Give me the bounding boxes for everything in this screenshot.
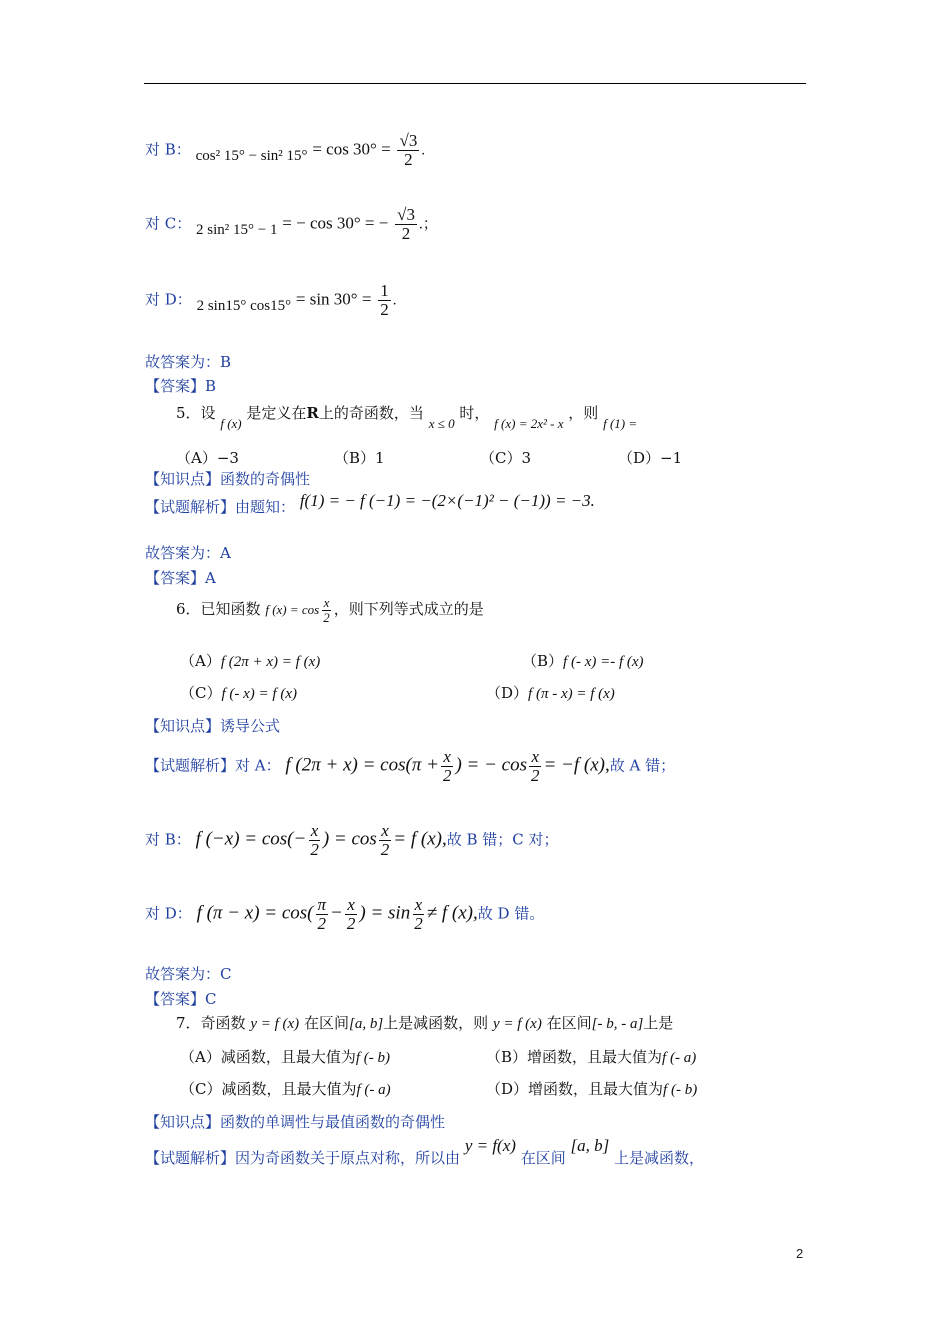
- option-formula: f (- b): [663, 1082, 698, 1098]
- stem-text: ，则下列等式成立的是: [333, 600, 484, 619]
- stem-text: 时，: [459, 404, 490, 422]
- fraction: [308, 822, 321, 859]
- stem-text: 上的奇函数，当: [318, 404, 424, 422]
- question-number: 5．设: [176, 404, 216, 422]
- header-rule: [144, 83, 806, 84]
- denominator: 2: [310, 839, 319, 859]
- page-number: 2: [796, 1246, 804, 1261]
- case-label: 对 C：: [145, 214, 192, 233]
- formula: = −f (x),: [543, 754, 610, 776]
- case-verdict: 故 D 错。: [477, 904, 545, 923]
- formula: 2 sin15° cos15°: [196, 298, 292, 315]
- case-label: 对 D：: [145, 904, 192, 923]
- period: .: [421, 142, 426, 159]
- q5-conclusion: 故答案为：A: [145, 544, 231, 562]
- fraction: [379, 822, 392, 859]
- stem-text: 上是: [643, 1014, 674, 1032]
- formula: = sin 30° =: [295, 289, 372, 309]
- option-formula: f (- a): [356, 1082, 391, 1098]
- denominator: 2: [530, 765, 540, 785]
- formula: ) = sin: [359, 902, 411, 924]
- denominator: 2: [380, 299, 389, 319]
- q4-conclusion: 故答案为：B: [145, 353, 232, 371]
- q6-option-d: [486, 682, 615, 703]
- interval: [a, b]: [348, 1016, 384, 1032]
- q7-stem: [176, 1012, 673, 1033]
- numerator: x: [414, 895, 423, 914]
- q5-answer: 【答案】A: [145, 569, 216, 587]
- option-formula: f (- b): [355, 1050, 390, 1066]
- formula: cos² 15° − sin² 15°: [195, 148, 308, 165]
- q6-answer: 【答案】C: [145, 990, 217, 1008]
- q5-option-c: （C）3: [480, 449, 532, 467]
- function-symbol: f (x): [220, 416, 242, 431]
- numerator: x: [323, 595, 330, 610]
- denominator: 2: [404, 149, 413, 169]
- formula: f (−x) = cos(−: [195, 828, 307, 850]
- numerator: x: [347, 895, 355, 914]
- definition-formula: f (x) = 2x² - x: [494, 416, 564, 431]
- option-formula: f (2π + x) = f (x): [220, 654, 321, 670]
- q5-analysis: [145, 491, 595, 517]
- stem-text: 上是减函数，则: [383, 1014, 489, 1032]
- stem-text: 在区间: [546, 1014, 592, 1032]
- knowledge-text: 函数的单调性与最值函数的奇偶性: [220, 1113, 446, 1131]
- q7-knowledge: [145, 1111, 445, 1132]
- q4-case-c: [145, 206, 438, 243]
- knowledge-tag: 【知识点】: [145, 1113, 221, 1131]
- fraction: [529, 748, 542, 785]
- numerator: x: [310, 821, 319, 840]
- fraction: [397, 132, 419, 169]
- numerator: √3: [397, 205, 415, 224]
- numerator: √3: [399, 131, 418, 150]
- q7-option-a: [180, 1046, 390, 1067]
- fraction: [412, 896, 425, 933]
- q7-analysis: [145, 1136, 705, 1168]
- formula: f (2π + x) = cos(π +: [285, 754, 439, 776]
- period: .: [392, 292, 397, 309]
- analysis-tag: 【试题解析】: [145, 756, 236, 775]
- case-label: 对 B：: [145, 140, 191, 159]
- q6-conclusion: 故答案为：C: [145, 965, 232, 983]
- option-label: （C）: [180, 684, 222, 702]
- q6-analysis-b: [145, 822, 559, 859]
- case-verdict: 故 A 错；: [609, 756, 676, 775]
- numerator: x: [443, 747, 451, 766]
- denominator: 2: [442, 765, 452, 785]
- numerator: x: [381, 821, 389, 840]
- case-label: 对 D：: [145, 290, 192, 309]
- interval: [- b, - a]: [591, 1016, 644, 1032]
- analysis-tag: 【试题解析】: [145, 498, 236, 516]
- q5-option-d: （D）−1: [618, 449, 683, 467]
- denominator: 2: [323, 609, 330, 625]
- knowledge-text: 诱导公式: [220, 717, 281, 735]
- knowledge-text: 函数的奇偶性: [220, 470, 311, 488]
- q7-option-c: [180, 1078, 391, 1099]
- q4-case-d: [145, 282, 396, 319]
- option-text: （C）减函数，且最大值为: [180, 1080, 357, 1098]
- analysis-text: 在区间: [520, 1149, 566, 1167]
- denominator: 2: [317, 913, 327, 933]
- option-text: （A）减函数，且最大值为: [180, 1048, 356, 1066]
- q5-knowledge: [145, 468, 310, 489]
- formula: ) = cos: [322, 828, 377, 850]
- q6-analysis-a: [145, 748, 675, 785]
- question-number: 6．已知函数: [176, 600, 261, 619]
- denominator: 2: [414, 913, 423, 933]
- q7-option-d: [486, 1078, 697, 1099]
- option-label: （A）: [180, 652, 221, 670]
- analysis-tag: 【试题解析】: [145, 1149, 236, 1167]
- q4-answer: 【答案】B: [145, 377, 217, 395]
- fraction: [316, 896, 329, 933]
- numerator: π: [317, 895, 327, 914]
- case-label: 对 B：: [145, 830, 191, 849]
- numerator: x: [531, 747, 539, 766]
- case-label: 对 A：: [235, 756, 281, 775]
- formula: = cos 30° =: [312, 139, 391, 159]
- fraction: [441, 748, 454, 785]
- q5-option-b: （B）1: [334, 449, 385, 467]
- fraction: [321, 596, 332, 624]
- fraction: [395, 206, 417, 243]
- option-formula: f (- x) = f (x): [221, 686, 297, 702]
- case-verdict: 故 B 错；C 对；: [446, 830, 559, 849]
- denominator: 2: [380, 839, 390, 859]
- function-definition: f (x) = cos: [265, 602, 320, 618]
- knowledge-tag: 【知识点】: [145, 470, 221, 488]
- formula: 2 sin² 15° − 1: [196, 222, 278, 239]
- q6-option-b: [522, 650, 644, 671]
- q6-knowledge: [145, 715, 280, 736]
- stem-text: ，则: [568, 404, 599, 422]
- option-formula: f (π - x) = f (x): [528, 686, 615, 702]
- stem-text: 是定义在: [246, 404, 307, 422]
- analysis-formula: f(1) = − f (−1) = −(2×(−1)² − (−1)) = −3.: [299, 491, 595, 510]
- formula: = − cos 30° = −: [282, 213, 389, 233]
- q5-option-a: （A）−3: [176, 449, 239, 467]
- real-set-symbol: R: [306, 404, 319, 422]
- period: .；: [418, 216, 438, 233]
- formula: = f (x),: [393, 828, 447, 850]
- option-text: （D）增函数，且最大值为: [486, 1080, 664, 1098]
- formula: ) = − cos: [455, 754, 527, 776]
- q6-analysis-d: [145, 896, 544, 933]
- numerator: 1: [380, 281, 389, 300]
- q6-stem: [176, 596, 484, 624]
- option-label: （B）: [522, 652, 564, 670]
- formula: f (π − x) = cos(: [196, 902, 314, 924]
- fraction: [378, 282, 391, 319]
- knowledge-tag: 【知识点】: [145, 717, 221, 735]
- fraction: [345, 896, 358, 933]
- interval: [a, b]: [570, 1136, 610, 1155]
- option-text: （B）增函数，且最大值为: [486, 1048, 663, 1066]
- function-symbol: y = f (x): [492, 1016, 542, 1032]
- function-symbol: y = f (x): [250, 1016, 300, 1032]
- analysis-text: 上是减函数，: [614, 1149, 705, 1167]
- q5-stem: [176, 402, 638, 431]
- q7-option-b: [486, 1046, 696, 1067]
- denominator: 2: [346, 913, 356, 933]
- question-number: 7．奇函数: [176, 1014, 246, 1032]
- condition: x ≤ 0: [428, 416, 455, 431]
- analysis-text: 由题知：: [235, 498, 296, 516]
- analysis-text: 因为奇函数关于原点对称，所以由: [235, 1149, 461, 1167]
- denominator: 2: [401, 223, 411, 243]
- function-symbol: y = f(x): [464, 1136, 516, 1155]
- target-expression: f (1) =: [603, 416, 638, 431]
- q6-option-c: [180, 682, 297, 703]
- formula: ≠ f (x),: [426, 902, 478, 924]
- option-formula: f (- x) =- f (x): [563, 654, 644, 670]
- stem-text: 在区间: [303, 1014, 349, 1032]
- formula: −: [330, 902, 343, 924]
- q4-case-b: [145, 132, 425, 169]
- q6-option-a: [180, 650, 320, 671]
- option-formula: f (- a): [662, 1050, 697, 1066]
- option-label: （D）: [486, 684, 529, 702]
